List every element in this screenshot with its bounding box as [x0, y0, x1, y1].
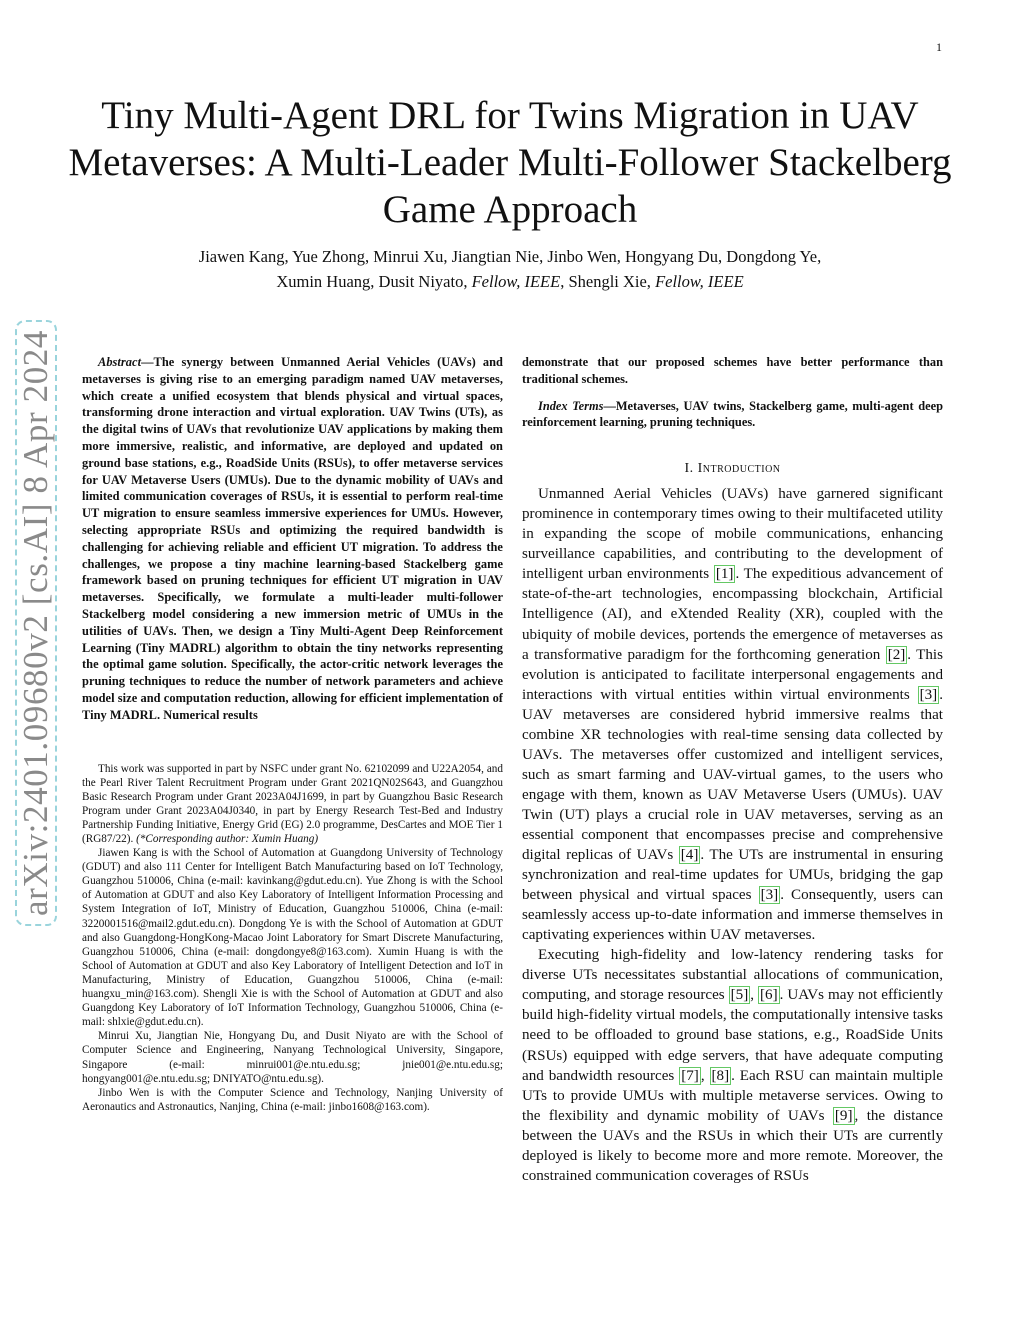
right-column — [522, 354, 943, 1186]
citation-link[interactable]: [1] — [715, 566, 734, 583]
citation-link[interactable]: [9] — [834, 1107, 853, 1124]
footnote-funding — [82, 762, 503, 847]
intro-paragraph-1 — [522, 484, 943, 945]
page-number: 1 — [936, 40, 942, 54]
intro-text: . The UTs are instrumental in ensuring synchronization and real-time updates for UMUs, bridging the gap between physical and virtual spaces — [522, 847, 944, 904]
intro-text: . UAVs may not efficiently build high-fidelity virtual models, the computationally intensive tasks need to be offloaded to ground base stations, e.g., RoadSide Units (RSUs) equipped with edge servers, that have adequate computing and bandwidth resources — [522, 987, 944, 1084]
abstract-text: The synergy between Unmanned Aerial Vehicles (UAVs) and metaverses is giving rise to an emerging paradigm named UAV metaverses, which create a unified ecosystem that blends physical and virtual spaces, transforming drone interaction and virtual exploration. UAV Twins (UTs), as the digital twins of UAVs that revolutionize UAV applications by making them more immersive, realistic, and informative, are deployed and updated on ground base stations, e.g., RoadSide Units (RSUs), to offer metaverse services for UAV Metaverse Users (UMUs). Due to the dynamic mobility of UAVs and limited communication coverages of RSUs, it is essential to perform real-time UT migration to ensure seamless immersive experiences for UMUs. However, selecting appropriate RSUs and optimizing the required bandwidth is challenging for achieving reliable and efficient UT migration. To address the challenges, we propose a tiny machine learning-based Stackelberg game framework based on pruning techniques for efficient UT migration in UAV metaverses. Specifically, we formulate a multi-leader multi-follower Stackelberg model considering a new immersion metric of UMUs in the utilities of UAVs. Then, we design a Tiny Multi-Agent Deep Reinforcement Learning (Tiny MADRL) algorithm to obtain the tiny networks representing the optimal game solution. Specifically, the actor-critic network leverages the pruning techniques to reduce the number of network parameters and achieve model size and computation reduction, allowing for efficient implementation of Tiny MADRL. Numerical results — [82, 355, 503, 722]
index-terms-dash: — — [603, 398, 616, 413]
funding-text: This work was supported in part by NSFC under grant No. 62102099 and U22A2054, and the Pearl River Talent Recruitment Program under Grant 2021QN02S643, and Guangzhou Basic Research Program under Grant 2023A04J1699, in part by Guangzhou Basic Research Program under Grant 2023A04J0340, in part by Energy Research Test-Bed and Industry Partnership Funding Initiative, Energy Grid (EG) 2.0 programme, DesCartes and MOE Tier 1 (RG87/22). — [82, 762, 503, 845]
left-column — [82, 354, 503, 1114]
intro-text: Unmanned Aerial Vehicles (UAVs) have garnered significant prominence in contemporary times owing to their multifaceted utility in expanding the scope of mobile communications, enhancing surveillance capabilities, and contributing to the development of intelligent urban environments — [522, 486, 943, 583]
footnote-affiliation-kang: Jiawen Kang is with the School of Automation at Guangdong University of Technology (GDUT) and also 111 Center for Intelligent Batch Manufacturing based on IoT Technology, Guangzhou 510006, China (e-mail: kavinkang@gdut.edu.cn). Yue Zhong is with the School of Automation at GDUT and also Key Laboratory of Intelligent Information Processing and System Integration of IoT, Ministry of Education, Guangzhou 510006, China (e-mail: 3220001516@mail2.gdut.edu.cn). Dongdong Ye is with the School of Automation at GDUT and also Guangdong-HongKong-Macao Joint Laboratory for Smart Discrete Manufacturing, Guangzhou 510006, China (e-mail: dongdongye8@163.com). Xumin Huang is with the School of Automation at GDUT and also Key Laboratory of Intelligent Detection and IoT in Manufacturing, Ministry of Education, Guangzhou 510006, China (e-mail: huangxu_min@163.com). Shengli Xie is with the School of Automation at GDUT and also Guangdong Key Laboratory of IoT Information Technology, Guangzhou 510006, China (e-mail: shlxie@gdut.edu.cn). — [82, 847, 503, 1029]
section-heading-introduction: I. Introduction — [684, 461, 781, 477]
intro-paragraph-2 — [522, 945, 943, 1186]
introduction-body — [522, 484, 943, 1186]
abstract — [82, 354, 503, 724]
citation-link[interactable]: [3] — [760, 887, 779, 904]
index-terms-text: Metaverses, UAV twins, Stackelberg game, multi-agent deep reinforcement learning, pruning techniques. — [522, 398, 943, 430]
fellow-title-1: Fellow, IEEE — [471, 272, 561, 291]
arxiv-identifier-stamp[interactable] — [12, 329, 60, 917]
intro-text: , — [700, 1067, 710, 1084]
abstract-dash: — — [141, 355, 154, 369]
intro-text: . UAV metaverses are considered hybrid immersive realms that combine XR technologies with real-time sensing data collected by UAVs. The metaverses offer customized and intelligent services, such as smart farming and UAV-virtual games, to the users who engage with them, known as UAV Metaverse Users (UMUs). UAV Twin (UT) plays a crucial role in UAV metaverses, serving as an essential component that encompasses precise and comprehensive digital replicas of UAVs — [522, 686, 943, 864]
author-list — [60, 244, 960, 294]
citation-link[interactable]: [7] — [681, 1067, 699, 1084]
author-line-1: Jiawen Kang, Yue Zhong, Minrui Xu, Jiangtian Nie, Jinbo Wen, Hongyang Du, Dongdong Ye, — [198, 247, 822, 266]
abstract-label: Abstract — [98, 355, 142, 369]
author-names-a: Xumin Huang, Dusit Niyato, — [276, 272, 472, 291]
intro-text: . Each RSU can maintain multiple UTs to provide UMUs with multiple metaverse services. Owing to the flexibility and dynamic mobility of UAVs — [522, 1067, 944, 1124]
footnotes — [82, 762, 503, 1114]
footnote-affiliation-xu: Minrui Xu, Jiangtian Nie, Hongyang Du, and Dusit Niyato are with the School of Computer Science and Engineering, Nanyang Technological University, Singapore, Singapore (e-mail: minrui001@e.ntu.edu.sg; jnie001@e.ntu.edu.sg; hongyang001@e.ntu.edu.sg; DNIYATO@ntu.edu.sg). — [82, 1030, 503, 1085]
author-line-2 — [60, 269, 960, 294]
citation-link[interactable]: [6] — [760, 987, 778, 1004]
citation-link[interactable]: [5] — [730, 987, 749, 1004]
intro-text: , — [750, 987, 759, 1004]
intro-text: , the distance between the UAVs and the RSUs in which their UTs are currently deployed is likely to become more and more remote. Moreover, the constrained communication coverages of RSUs — [522, 1107, 943, 1184]
citation-link[interactable]: [2] — [887, 646, 906, 663]
fellow-title-2: Fellow, IEEE — [655, 272, 744, 291]
intro-text: . Consequently, users can seamlessly access up-to-date information and immerse themselves in captivating experiences within UAV metaverses. — [522, 887, 943, 944]
citation-link[interactable]: [8] — [711, 1067, 730, 1084]
author-names-b: , Shengli Xie, — [560, 272, 656, 291]
arxiv-identifier-text: arXiv:2401.09680v2 [cs.AI] 8 Apr 2024 — [15, 320, 57, 926]
citation-link[interactable]: [3] — [919, 686, 938, 703]
paper-title: Tiny Multi-Agent DRL for Twins Migration in UAV Metaverses: A Multi-Leader Multi-Follower Stackelberg Game Approach — [68, 94, 952, 231]
index-terms-label: Index Terms — [538, 398, 604, 413]
corresponding-author: (*Corresponding author: Xumin Huang) — [136, 833, 319, 845]
intro-text: Executing high-fidelity and low-latency rendering tasks for diverse UTs necessitates substantial allocations of communication, computing, and storage resources — [522, 947, 943, 1004]
footnote-affiliation-wen: Jinbo Wen is with the Computer Science and Technology, Nanjing University of Aeronautics and Astronautics, Nanjing, China (e-mail: jinbo1608@163.com). — [82, 1086, 503, 1113]
intro-text: . The expeditious advancement of state-of-the-art technologies, encompassing blockchain, Artificial Intelligence (AI), and eXtended Reality (XR), coupled with the ubiquity of mobile devices, portends the emergence of metaverses as a transformative paradigm for the forthcoming generation — [522, 566, 943, 663]
index-terms — [522, 398, 943, 432]
citation-link[interactable]: [4] — [680, 847, 699, 864]
intro-text: . This evolution is anticipated to facilitate interpersonal engagements and interactions with virtual entities within virtual environments — [522, 646, 944, 703]
abstract-continuation: demonstrate that our proposed schemes have better performance than traditional schemes. — [522, 355, 943, 386]
